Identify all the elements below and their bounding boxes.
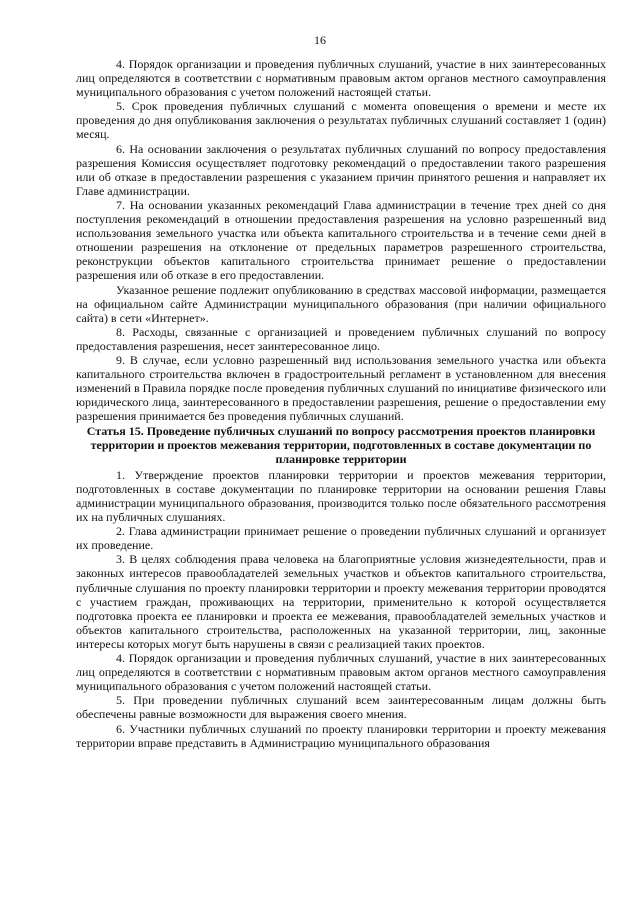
paragraph: 9. В случае, если условно разрешенный вид использования земельного участка или объекта капитального строительства включен в градостроительный регламент в установленном для внесения изменений в Правила порядке после проведения публичных слушаний по инициативе физического или юридического лица, заинтересованного в предоставлении разрешения, решение о предоставлении ему разрешения принимается без проведения публичных слушаний. xyxy=(76,352,606,424)
paragraph: 5. При проведении публичных слушаний всем заинтересованным лицам должны быть обеспечены равные возможности для выражения своего мнения. xyxy=(76,693,606,722)
paragraph: 7. На основании указанных рекомендаций Глава администрации в течение трех дней со дня поступления рекомендаций в отношении предоставления разрешения на условно разрешенный вид использования земельного участка или объекта капитального строительства и в течение семи дней в отношении разрешения на отклонение от предельных параметров разрешенного строительства, реконструкции объектов капитального строительства принимает решение о предоставлении разрешения или об отказе в его предоставлении. xyxy=(76,197,606,283)
paragraph: 5. Срок проведения публичных слушаний с момента оповещения о времени и месте их проведения до дня опубликования заключения о результатах публичных слушаний составляет 1 (один) месяц. xyxy=(76,99,606,142)
paragraph: 4. Порядок организации и проведения публичных слушаний, участие в них заинтересованных лиц определяются в соответствии с нормативным правовым актом органов местного самоуправления муниципального образования с учетом положений настоящей статьи. xyxy=(76,651,606,694)
paragraph: Указанное решение подлежит опубликованию в средствах массовой информации, размещается на официальном сайте Администрации муниципального образования (при наличии официального сайта) в сети «Интернет». xyxy=(76,282,606,325)
paragraph: 6. Участники публичных слушаний по проекту планировки территории и проекту межевания территории вправе представить в Администрацию муниципального образования xyxy=(76,721,606,750)
document-body xyxy=(76,57,606,750)
paragraph: 4. Порядок организации и проведения публичных слушаний, участие в них заинтересованных лиц определяются в соответствии с нормативным правовым актом органов местного самоуправления муниципального образования с учетом положений настоящей статьи. xyxy=(76,57,606,100)
paragraph: 3. В целях соблюдения права человека на благоприятные условия жизнедеятельности, прав и законных интересов правообладателей земельных участков и объектов капитального строительства, публичные слушания по проекту планировки территории и проекту межевания территории проводятся с участием граждан, проживающих на территории, применительно к которой осуществляется подготовка проекта ее планировки и проекта ее межевания, правообладателей земельных участков и объектов капитального строительства, расположенных на указанной территории, лиц, законные интересы которых могут быть нарушены в связи с реализацией таких проектов. xyxy=(76,552,606,651)
paragraph: 6. На основании заключения о результатах публичных слушаний по вопросу предоставления разрешения Комиссия осуществляет подготовку рекомендаций о предоставлении такого разрешения или об отказе в предоставлении разрешения с указанием причин принятого решения и направляет их Главе администрации. xyxy=(76,141,606,198)
paragraph: 1. Утверждение проектов планировки территории и проектов межевания территории, подготовленных в составе документации по планировке территории на основании решения Главы администрации муниципального образования, производится только после обязательного рассмотрения их на публичных слушаниях. xyxy=(76,467,606,525)
article-heading: Статья 15. Проведение публичных слушаний по вопросу рассмотрения проектов планировки территории и проектов межевания территории, подготовленных в составе документации по планировке территории xyxy=(86,424,596,467)
paragraph: 2. Глава администрации принимает решение о проведении публичных слушаний и организует их проведение. xyxy=(76,524,606,553)
paragraph: 8. Расходы, связанные с организацией и проведением публичных слушаний по вопросу предоставления разрешения, несет заинтересованное лицо. xyxy=(76,324,606,353)
page-number: 16 xyxy=(314,33,326,47)
